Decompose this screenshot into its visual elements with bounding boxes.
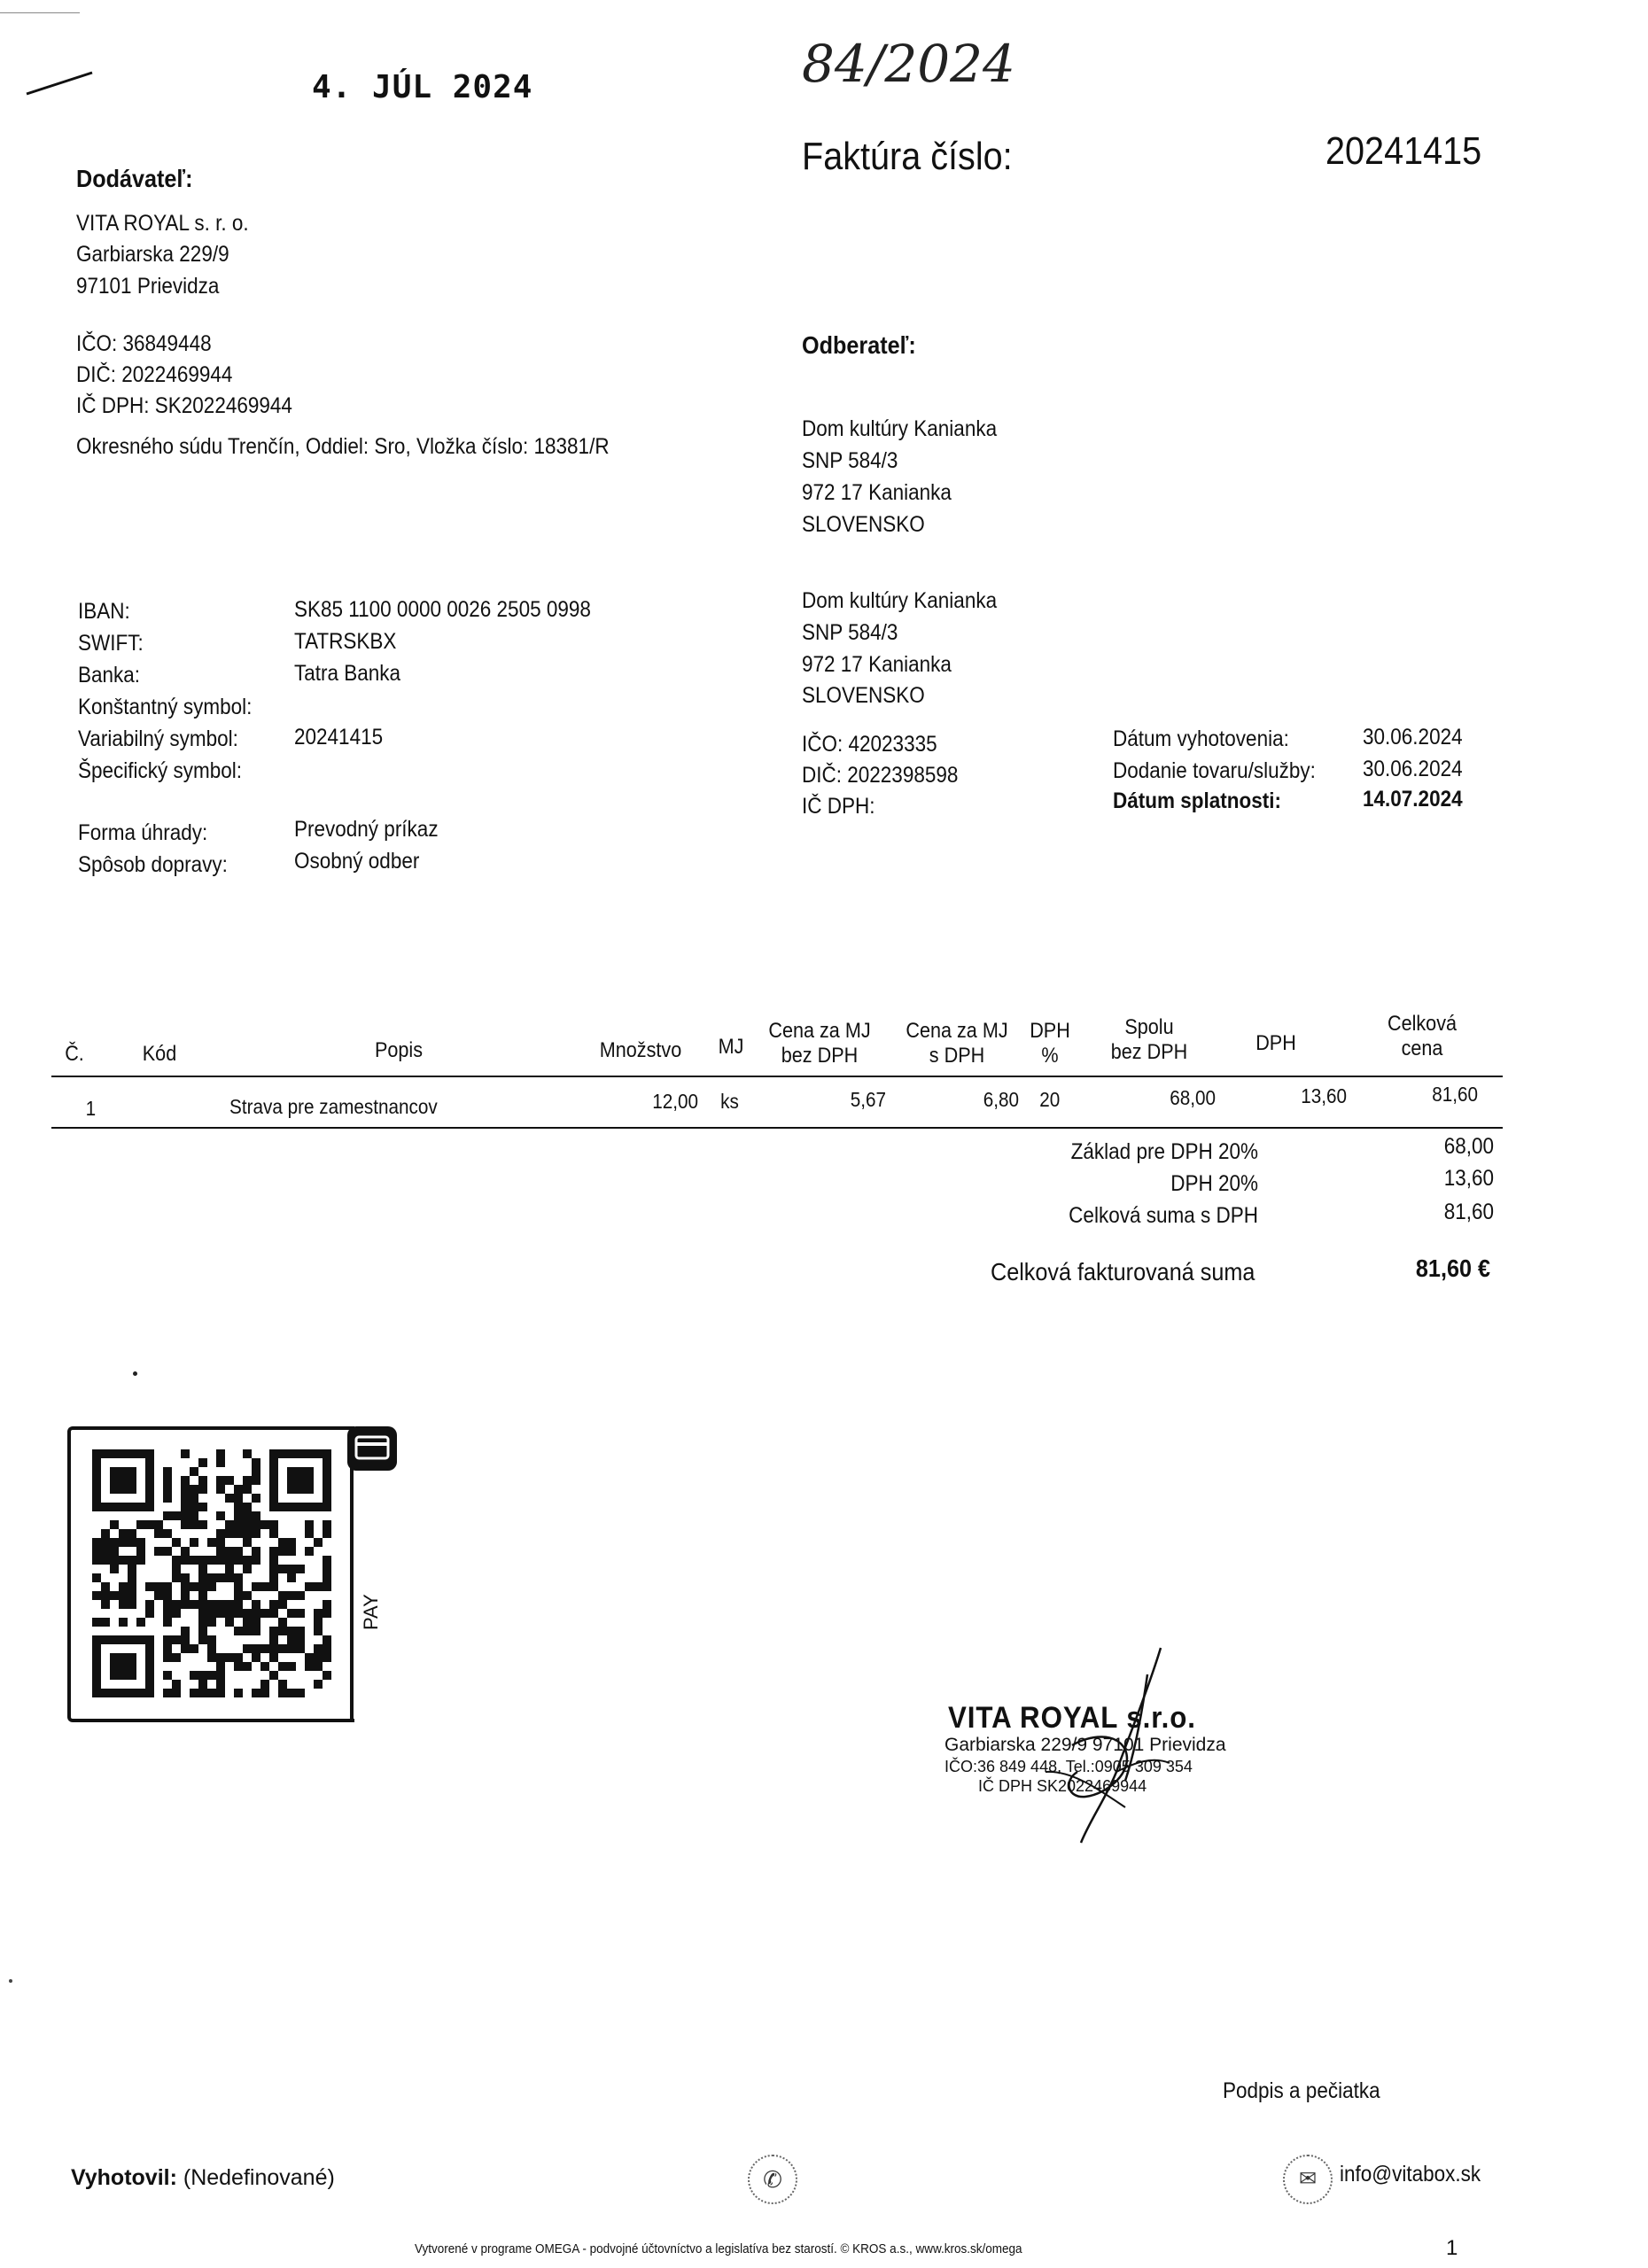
- delivery-date-value: 30.06.2024: [1363, 757, 1463, 781]
- col-header-qty: Množstvo: [599, 1038, 682, 1062]
- customer-city-2: 972 17 Kanianka: [802, 652, 952, 677]
- invoiced-total-value: 81,60 €: [1415, 1254, 1490, 1282]
- customer-street-2: SNP 584/3: [802, 620, 898, 645]
- col-header-price-ex-line2: bez DPH: [781, 1044, 859, 1068]
- row-vat-pct: 20: [1039, 1088, 1061, 1111]
- prepared-by: [71, 2165, 335, 2191]
- specific-symbol-label: Špecifický symbol:: [78, 758, 243, 783]
- customer-street: SNP 584/3: [802, 448, 898, 473]
- delivery-date-label: Dodanie tovaru/služby:: [1113, 758, 1316, 783]
- row-desc: Strava pre zamestnancov: [229, 1095, 438, 1118]
- supplier-icdph: IČ DPH: SK2022469944: [76, 393, 292, 418]
- transport-value: Osobný odber: [294, 849, 420, 874]
- customer-country-2: SLOVENSKO: [802, 683, 925, 708]
- col-header-price-in: [901, 1019, 1013, 1068]
- customer-city: 972 17 Kanianka: [802, 480, 952, 505]
- customer-name-2: Dom kultúry Kanianka: [802, 588, 998, 613]
- bank-card-icon: [346, 1425, 399, 1472]
- iban-value: SK85 1100 0000 0026 2505 0998: [294, 597, 591, 622]
- transport-label: Spôsob dopravy:: [78, 852, 228, 877]
- row-no: 1: [85, 1097, 97, 1120]
- col-header-desc: Popis: [374, 1038, 424, 1062]
- scan-mark: [0, 12, 80, 13]
- due-date-value: 14.07.2024: [1363, 787, 1463, 812]
- qr-pay-label: PAY: [360, 1594, 382, 1630]
- constant-symbol-label: Konštantný symbol:: [78, 695, 253, 719]
- customer-ico: IČO: 42023335: [802, 732, 937, 757]
- col-header-no: Č.: [65, 1042, 84, 1066]
- invoiced-total-label: Celková fakturovaná suma: [991, 1258, 1255, 1285]
- supplier-ico: IČO: 36849448: [76, 331, 212, 356]
- supplier-city: 97101 Prievidza: [76, 274, 220, 299]
- col-header-price-ex-line1: Cena za MJ: [768, 1019, 871, 1043]
- swift-value: TATRSKBX: [294, 629, 397, 654]
- scan-dot-left: [9, 1979, 12, 1983]
- vat-amount-value: 13,60: [1443, 1166, 1494, 1191]
- payment-form-label: Forma úhrady:: [78, 820, 208, 845]
- row-price-ex: 5,67: [850, 1088, 886, 1111]
- supplier-street: Garbiarska 229/9: [76, 242, 229, 267]
- vat-amount-label: DPH 20%: [1170, 1171, 1258, 1196]
- col-header-price-in-line1: Cena za MJ: [906, 1019, 1008, 1043]
- signature-label: Podpis a pečiatka: [1223, 2078, 1380, 2103]
- customer-icdph: IČ DPH:: [802, 794, 875, 819]
- iban-label: IBAN:: [78, 599, 130, 624]
- phone-icon: ✆: [748, 2155, 797, 2204]
- qr-code: [92, 1449, 331, 1697]
- col-header-total-ex-line2: bez DPH: [1110, 1040, 1188, 1064]
- row-qty: 12,00: [652, 1090, 698, 1113]
- col-header-total-line1: Celková: [1387, 1012, 1458, 1036]
- due-date-label: Dátum splatnosti:: [1113, 788, 1282, 813]
- received-date-stamp: 4. JÚL 2024: [312, 69, 533, 105]
- email-link[interactable]: info@vitabox.sk: [1340, 2162, 1481, 2186]
- customer-country: SLOVENSKO: [802, 512, 925, 537]
- row-total: 81,60: [1432, 1083, 1478, 1106]
- bank-label: Banka:: [78, 663, 141, 687]
- total-with-vat-label: Celková suma s DPH: [1069, 1203, 1258, 1228]
- col-header-price-ex: [768, 1019, 872, 1068]
- col-header-vat-pct-line2: %: [1041, 1044, 1059, 1068]
- handwritten-reference: 84/2024: [802, 34, 1015, 94]
- handwritten-signature: [992, 1639, 1196, 1852]
- table-bottom-divider: [51, 1127, 1503, 1129]
- table-header-divider: [51, 1076, 1503, 1077]
- row-price-in: 6,80: [983, 1088, 1019, 1111]
- row-unit: ks: [720, 1090, 739, 1113]
- col-header-vat: DPH: [1255, 1031, 1296, 1055]
- supplier-dic: DIČ: 2022469944: [76, 362, 233, 387]
- col-header-vat-pct-line1: DPH: [1030, 1019, 1070, 1043]
- col-header-total-ex-line1: Spolu: [1124, 1015, 1174, 1039]
- customer-name: Dom kultúry Kanianka: [802, 416, 998, 441]
- swift-label: SWIFT:: [78, 631, 144, 656]
- bank-value: Tatra Banka: [294, 661, 401, 686]
- issued-date-value: 30.06.2024: [1363, 725, 1463, 750]
- issued-date-label: Dátum vyhotovenia:: [1113, 726, 1289, 751]
- col-header-total-ex: [1098, 1015, 1201, 1065]
- row-vat: 13,60: [1301, 1084, 1347, 1107]
- supplier-register: Okresného súdu Trenčín, Oddiel: Sro, Vložka číslo: 18381/R: [76, 434, 610, 459]
- prepared-by-value: (Nedefinované): [183, 2165, 335, 2190]
- total-with-vat-value: 81,60: [1443, 1200, 1494, 1224]
- stamp-line-4: IČ DPH SK2022469944: [978, 1777, 1147, 1795]
- pen-stroke: [25, 64, 96, 99]
- supplier-heading: Dodávateľ:: [76, 165, 193, 192]
- page-number: 1: [1446, 2236, 1458, 2260]
- supplier-name: VITA ROYAL s. r. o.: [76, 211, 249, 236]
- stamp-line-2: Garbiarska 229/9 97101 Prievidza: [944, 1735, 1226, 1755]
- stamp-line-1: VITA ROYAL s.r.o.: [948, 1701, 1196, 1735]
- col-header-total: [1371, 1012, 1474, 1061]
- variable-symbol-label: Variabilný symbol:: [78, 726, 238, 751]
- stamp-line-3: IČO:36 849 448, Tel.:0905 309 354: [944, 1758, 1193, 1775]
- email-icon: ✉: [1283, 2155, 1333, 2204]
- invoice-label: Faktúra číslo:: [802, 135, 1013, 178]
- vat-base-value: 68,00: [1443, 1134, 1494, 1159]
- customer-heading: Odberateľ:: [802, 331, 916, 359]
- customer-dic: DIČ: 2022398598: [802, 763, 959, 788]
- col-header-vat-pct: [1022, 1019, 1078, 1068]
- scan-dot: [133, 1371, 137, 1376]
- col-header-price-in-line2: s DPH: [929, 1044, 985, 1068]
- invoice-number: 20241415: [1325, 129, 1482, 173]
- col-header-code: Kód: [142, 1042, 177, 1066]
- prepared-by-label: Vyhotovil:: [71, 2165, 177, 2190]
- software-note: Vytvorené v programe OMEGA - podvojné účtovníctvo a legislatíva bez starostí. © KROS a.s., www.kros.sk/omega: [415, 2241, 1022, 2256]
- variable-symbol-value: 20241415: [294, 725, 384, 750]
- row-total-ex: 68,00: [1170, 1086, 1216, 1109]
- vat-base-label: Základ pre DPH 20%: [1070, 1139, 1258, 1164]
- payment-form-value: Prevodný príkaz: [294, 817, 439, 842]
- col-header-unit: MJ: [718, 1035, 744, 1059]
- col-header-total-line2: cena: [1401, 1037, 1443, 1060]
